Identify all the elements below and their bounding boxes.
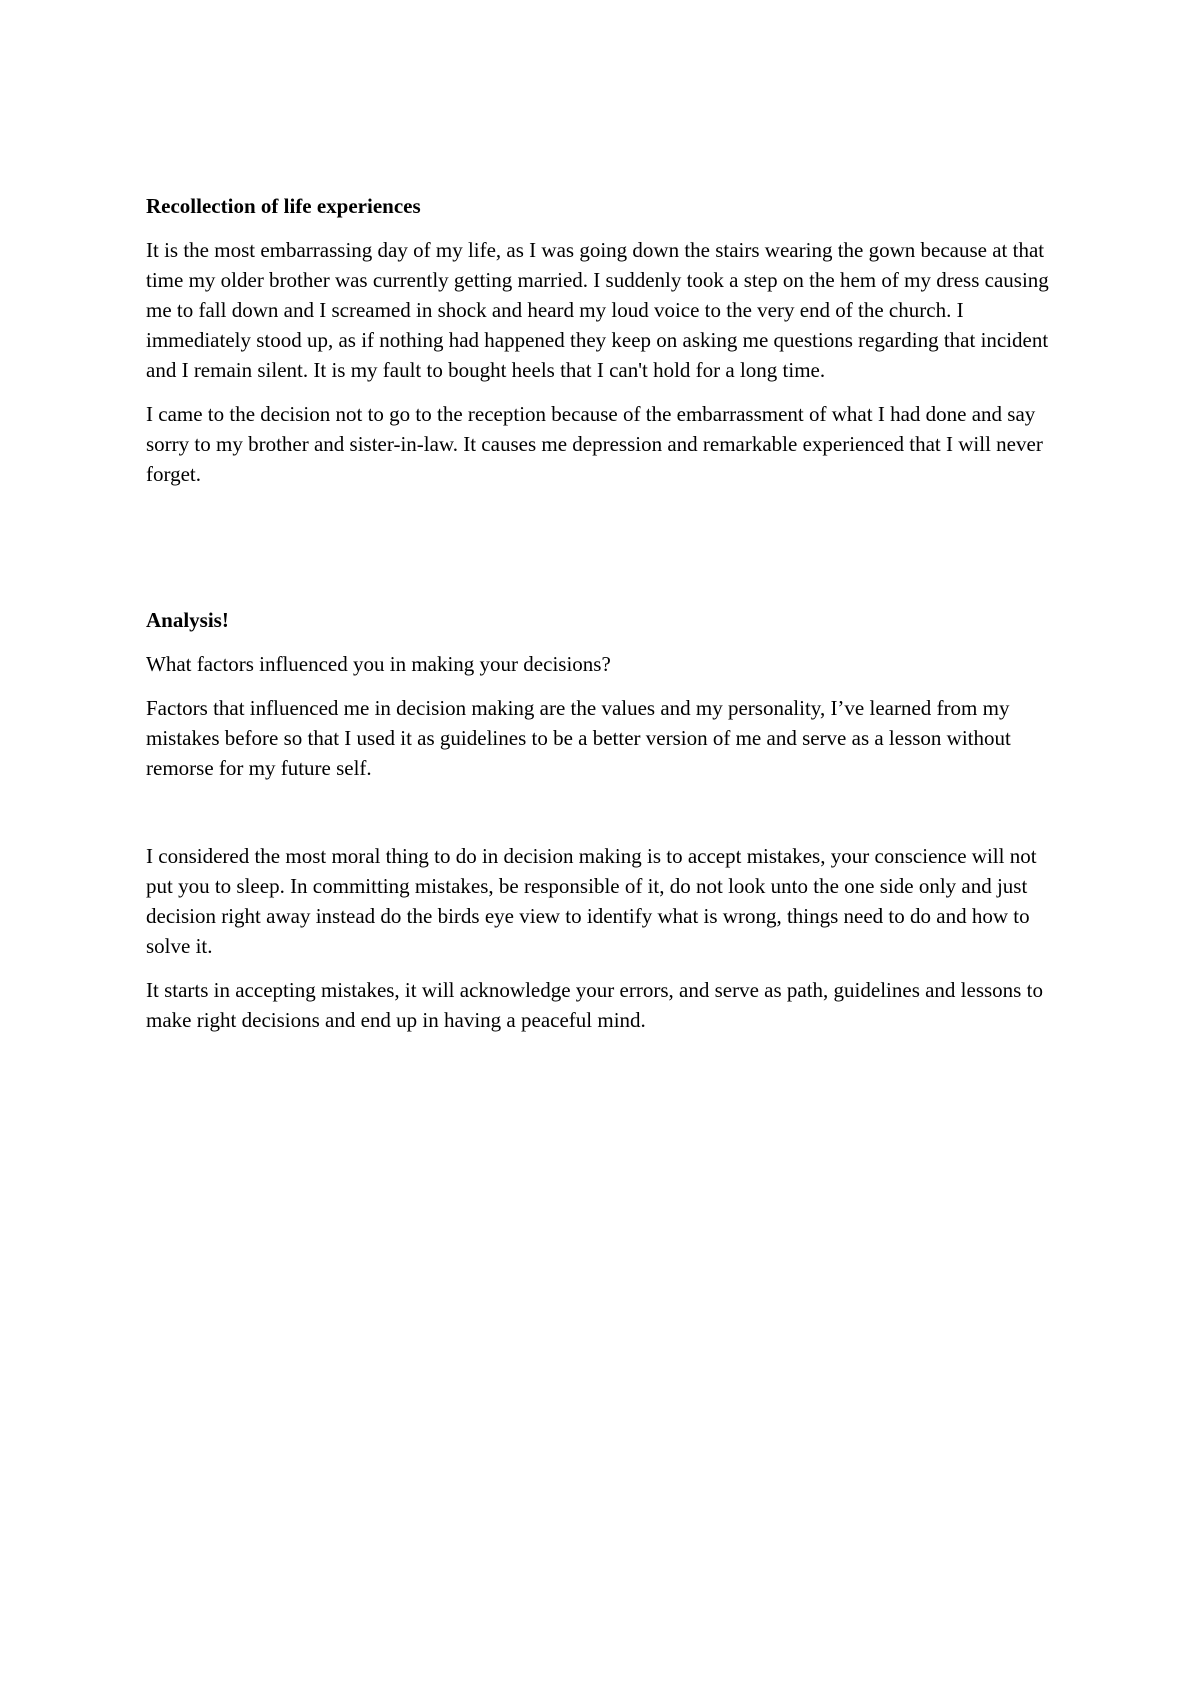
paragraph-analysis-1: Factors that influenced me in decision making are the values and my personality, I’ve learned from my mistakes before so that I used it as guidelines to be a better version of me and serve as a lesson without remorse for my future self. — [146, 696, 1011, 780]
paragraph-analysis-2: I considered the most moral thing to do in decision making is to accept mistakes, your conscience will not put you to sleep. In committing mistakes, be responsible of it, do not look unto the one side only and just decision right away instead do the birds eye view to identify what is wrong, things need to do and how to solve it. — [146, 844, 1037, 958]
document-body — [146, 191, 1066, 1049]
analysis-question: What factors influenced you in making your decisions? — [146, 652, 611, 676]
paragraph-recollection-1: It is the most embarrassing day of my life, as I was going down the stairs wearing the gown because at that time my older brother was currently getting married. I suddenly took a step on the hem of my dress causing me to fall down and I screamed in shock and heard my loud voice to the very end of the church. I immediately stood up, as if nothing had happened they keep on asking me questions regarding that incident and I remain silent. It is my fault to bought heels that I can't hold for a long time. — [146, 238, 1049, 382]
spacer — [146, 503, 1066, 605]
paragraph-analysis-3: It starts in accepting mistakes, it will acknowledge your errors, and serve as path, guidelines and lessons to make right decisions and end up in having a peaceful mind. — [146, 978, 1043, 1032]
section-heading-recollection: Recollection of life experiences — [146, 194, 421, 218]
paragraph-recollection-2: I came to the decision not to go to the reception because of the embarrassment of what I had done and say sorry to my brother and sister-in-law. It causes me depression and remarkable experienced that I will never forget. — [146, 402, 1043, 486]
spacer — [146, 797, 1066, 841]
section-heading-analysis: Analysis! — [146, 608, 229, 632]
